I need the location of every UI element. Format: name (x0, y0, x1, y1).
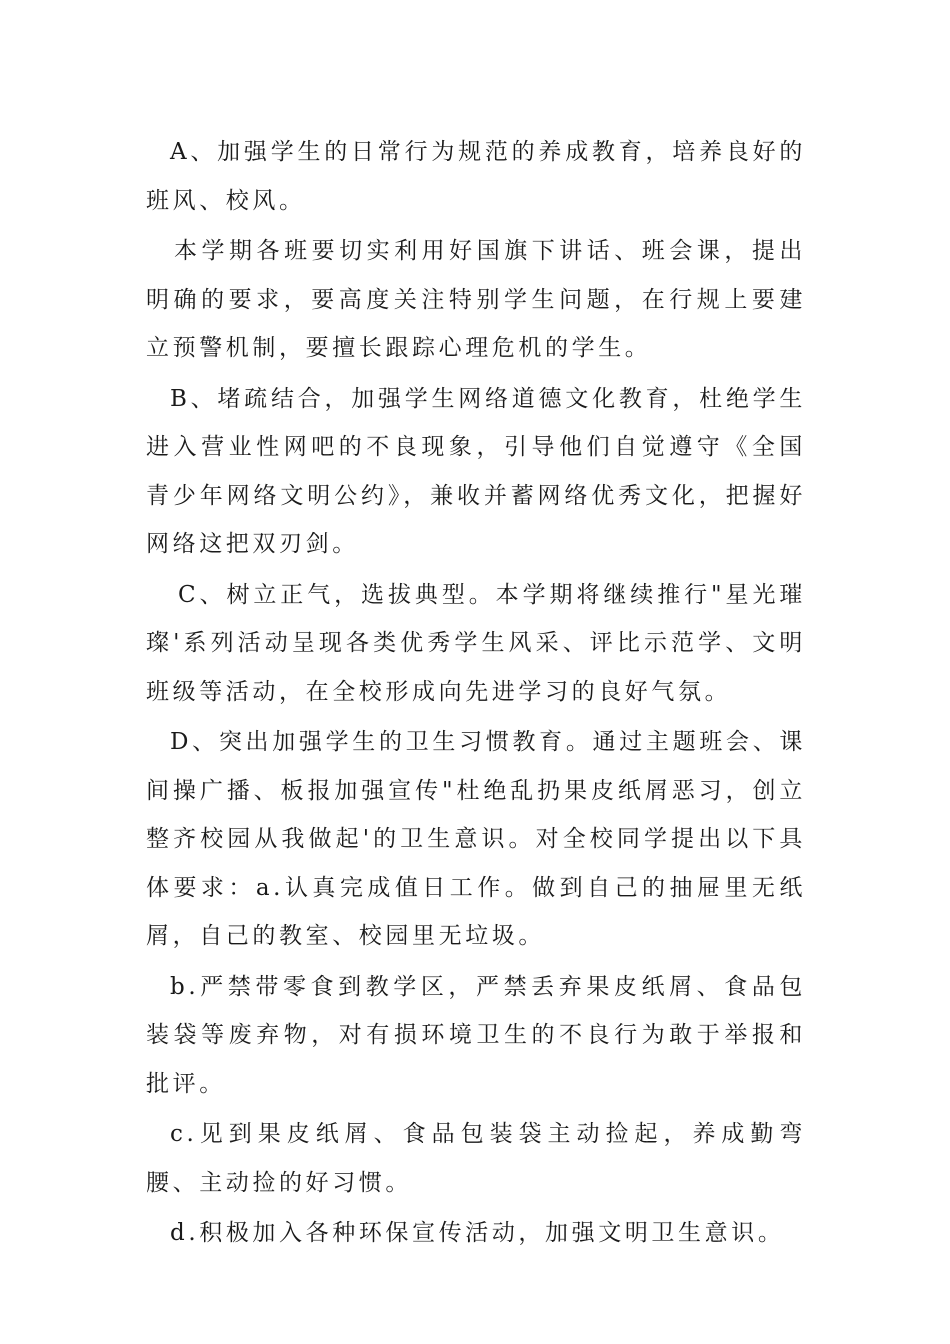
paragraph-class-requirements: 本学期各班要切实利用好国旗下讲话、班会课，提出明确的要求，要高度关注特别学生问题，在行规上要建立预警机制，要擅长跟踪心理危机的学生。 (146, 238, 806, 361)
paragraph-a: A、加强学生的日常行为规范的养成教育，培养良好的班风、校风。 (146, 139, 806, 214)
paragraph-d: D、突出加强学生的卫生习惯教育。通过主题班会、课间操广播、板报加强宣传"杜绝乱扔果皮纸屑恶习，创立整齐校园从我做起'的卫生意识。对全校同学提出以下具体要求：a.认真完成值日工作。做到自己的抽屉里无纸屑，自己的教室、校园里无垃圾。 (146, 729, 806, 949)
paragraph-item-d: d.积极加入各种环保宣传活动，加强文明卫生意识。 (170, 1220, 785, 1246)
paragraph-item-b: b.严禁带零食到教学区，严禁丢弃果皮纸屑、食品包装袋等废弃物，对有损环境卫生的不良行为敢于举报和批评。 (146, 973, 806, 1097)
paragraph-b: B、堵疏结合，加强学生网络道德文化教育，杜绝学生进入营业性网吧的不良现象，引导他们自觉遵守《全国青少年网络文明公约》，兼收并蓄网络优秀文化，把握好网络这把双刃剑。 (146, 385, 806, 557)
document-body (146, 128, 806, 1260)
paragraph-c: C、树立正气，选拔典型。本学期将继续推行"星光璀璨'系列活动呈现各类优秀学生风采、评比示范学、文明班级等活动，在全校形成向先进学习的良好气氛。 (146, 581, 806, 705)
paragraph-item-c: c.见到果皮纸屑、食品包装袋主动捡起，养成勤弯腰、主动捡的好习惯。 (146, 1121, 806, 1196)
